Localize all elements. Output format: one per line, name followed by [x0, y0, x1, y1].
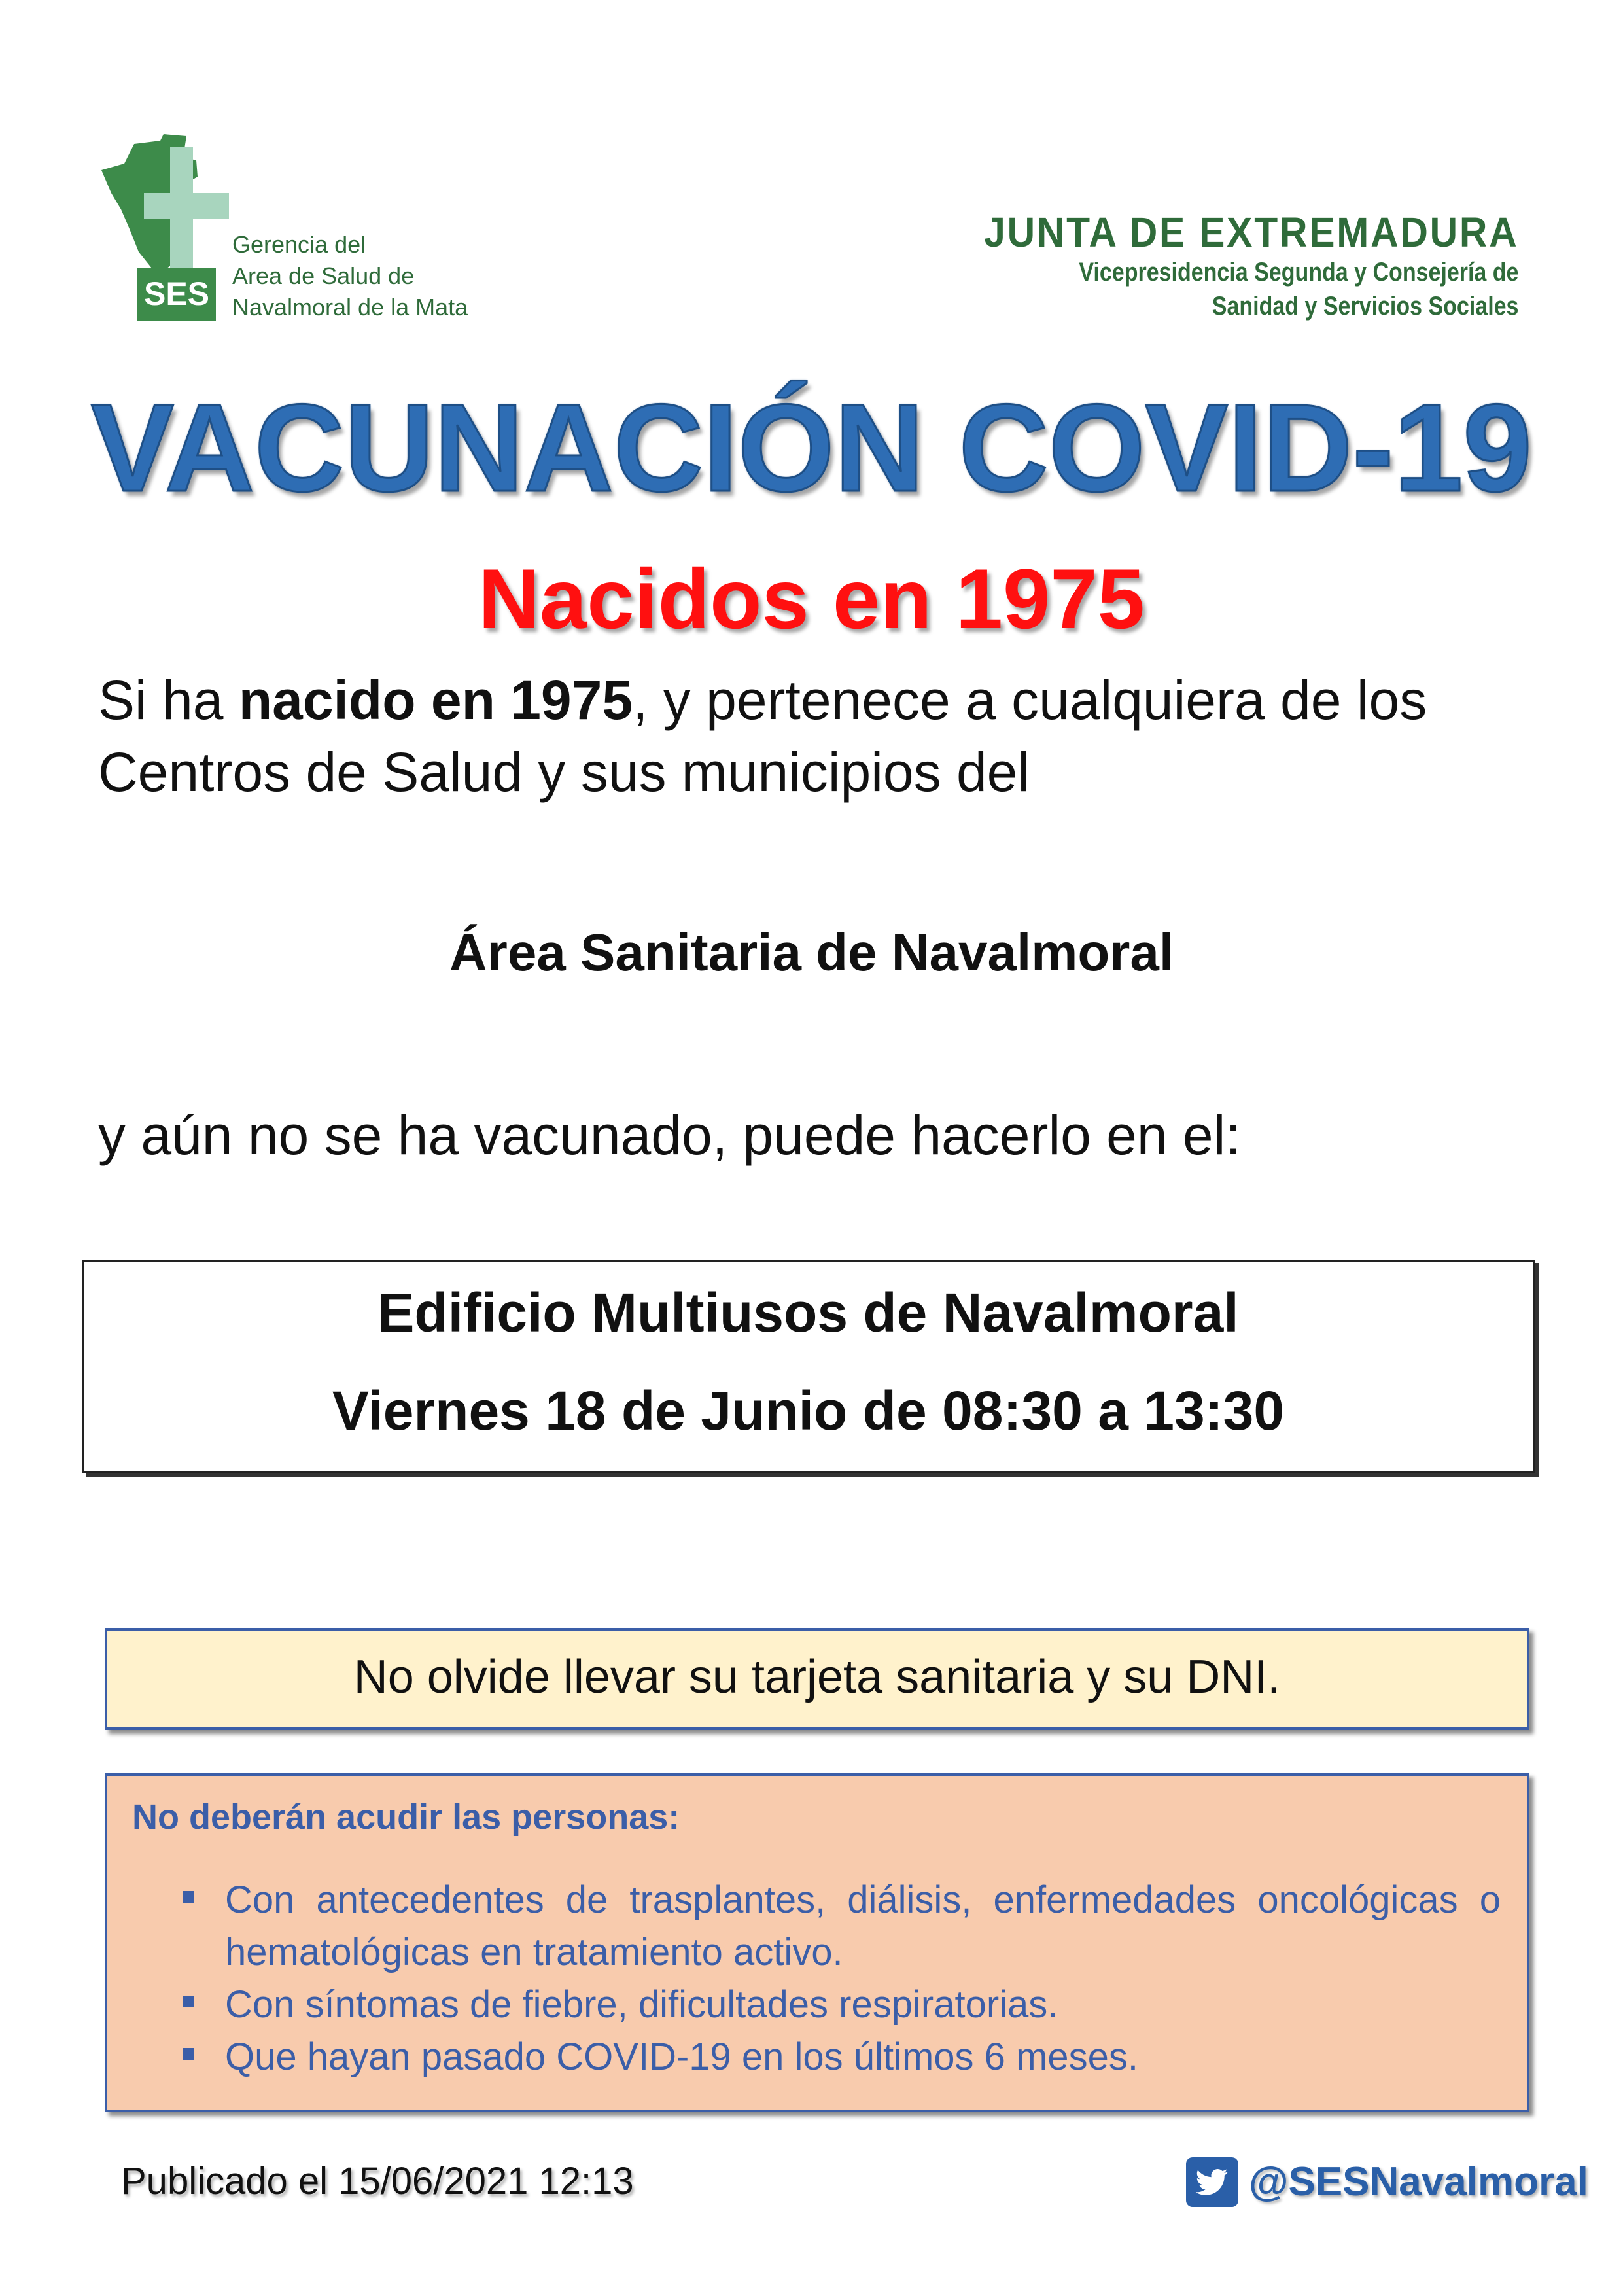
exclusion-box	[105, 1773, 1529, 2112]
intro-bold: nacido en 1975	[238, 669, 633, 731]
twitter-handle[interactable]	[1185, 2156, 1588, 2208]
ses-logo	[98, 131, 550, 327]
exclusion-title: No deberán acudir las personas:	[132, 1797, 680, 1837]
twitter-handle-text: @SESNavalmoral	[1249, 2159, 1588, 2204]
page-subtitle: Nacidos en 1975	[478, 551, 1145, 646]
area-name: Área Sanitaria de Navalmoral	[449, 923, 1174, 981]
exclusion-item	[225, 2031, 1501, 2083]
exclusion-item-text: Con síntomas de fiebre, dificultades respiratorias.	[225, 1983, 1058, 2026]
reminder-box	[105, 1628, 1529, 1730]
exclusion-item	[225, 1979, 1501, 2031]
page-title: VACUNACIÓN COVID-19	[91, 379, 1532, 518]
exclusion-item	[225, 1874, 1501, 1979]
bullet-icon	[183, 1891, 194, 1903]
location-box	[82, 1260, 1535, 1473]
location-place: Edificio Multiusos de Navalmoral	[377, 1282, 1239, 1343]
ses-line-1: Gerencia del	[232, 231, 366, 258]
location-time: Viernes 18 de Junio de 08:30 a 13:30	[332, 1380, 1285, 1441]
ses-badge: SES	[143, 275, 210, 312]
intro-part-2: , y pertenece a cualquiera de los	[633, 669, 1427, 731]
reminder-text: No olvide llevar su tarjeta sanitaria y su DNI.	[353, 1651, 1281, 1703]
ses-line-3: Navalmoral de la Mata	[232, 294, 468, 321]
intro-part-1: Si ha	[98, 669, 239, 731]
exclusion-item-text: Con antecedentes de trasplantes, diálisis, enfermedades oncológicas o hematológicas en tratamiento activo.	[225, 1879, 1501, 1973]
junta-logo	[937, 209, 1518, 323]
junta-title: JUNTA DE EXTREMADURA	[983, 209, 1518, 256]
intro-text	[98, 664, 1427, 808]
bullet-icon	[183, 2048, 194, 2060]
junta-sub-1: Vicepresidencia Segunda y Consejería de	[1078, 258, 1518, 287]
instruction-text: y aún no se ha vacunado, puede hacerlo en el:	[98, 1104, 1241, 1166]
published-date: Publicado el 15/06/2021 12:13	[121, 2160, 634, 2202]
exclusion-item-text: Que hayan pasado COVID-19 en los últimos 6 meses.	[225, 2036, 1138, 2078]
junta-sub-2: Sanidad y Servicios Sociales	[1212, 292, 1518, 321]
bullet-icon	[183, 1996, 194, 2007]
ses-line-2: Area de Salud de	[232, 262, 415, 289]
twitter-icon	[1185, 2156, 1240, 2208]
intro-line-2: Centros de Salud y sus municipios del	[98, 741, 1030, 803]
